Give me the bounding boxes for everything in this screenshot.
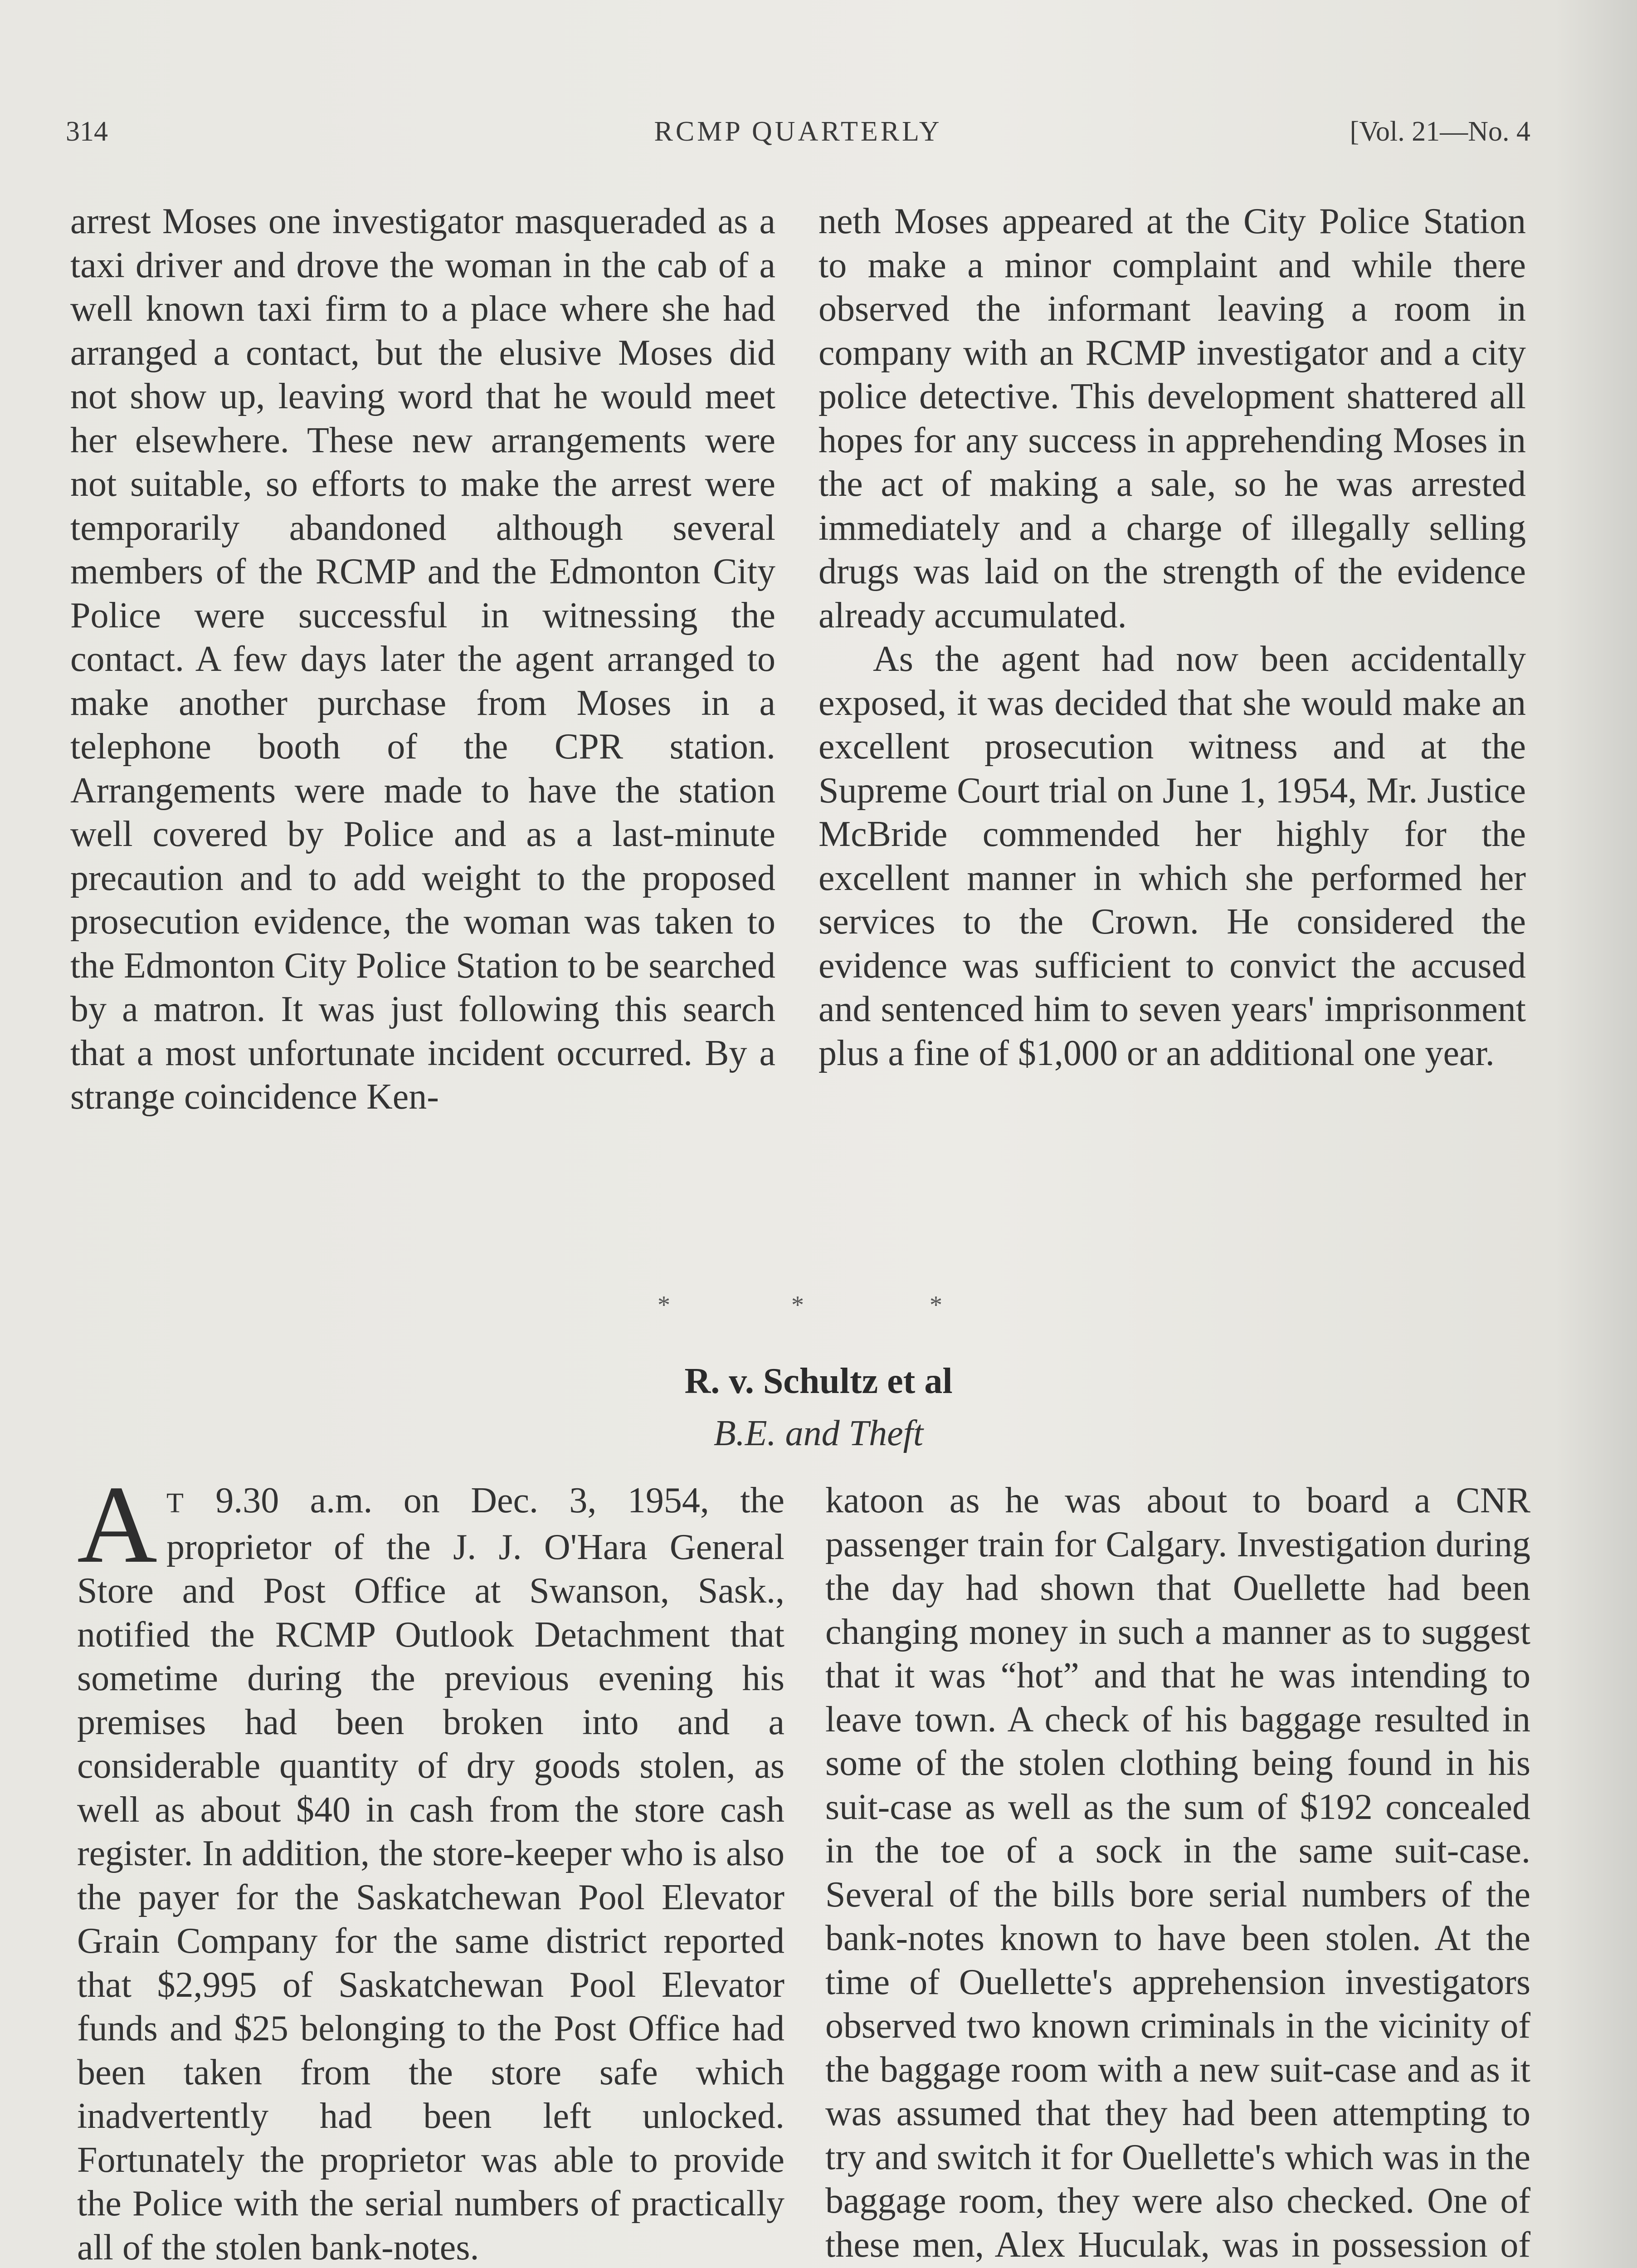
article-title: R. v. Schultz et al — [684, 1361, 953, 1401]
article-subtitle: B.E. and Theft — [713, 1413, 924, 1453]
journal-title: RCMP QUARTERLY — [654, 116, 942, 147]
separator-star: * — [930, 1291, 942, 1319]
volume-issue: [Vol. 21—No. 4 — [1350, 116, 1530, 147]
article1-right-column — [818, 200, 1526, 1075]
paragraph: katoon as he was about to board a CNR passenger train for Calgary. Investigation during the day had shown that Ouellette had been changing money in such a manner as to suggest that it was “hot” and that he was intending to leave town. A check of his baggage resulted in some of the stolen clothing being found in his suit-case as well as the sum of $192 concealed in the toe of a sock in the same suit-case. Several of the bills bore serial numbers of the bank-notes known to have been stolen. At the time of Ouellette's apprehension investigators observed two known criminals in the vicinity of the baggage room with a new suit-case and as it was assumed that they had been attempting to try and switch it for Ouellette's which was in the baggage room, they were also checked. One of these men, Alex Huculak, was in possession of — [825, 1481, 1530, 2265]
section-separator — [590, 1290, 998, 1327]
article1-left-column — [70, 200, 775, 1119]
article2-left-column — [77, 1463, 784, 2268]
paragraph-text: 9.30 a.m. on Dec. 3, 1954, the proprietor of the J. J. O'Hara General Store and Post Office at Swanson, Sask., notified the RCMP Outlook Detachment that sometime during the previous evening his premises had been broken into and a considerable quantity of dry goods stolen, as well as about $40 in cash from the store cash register. In addition, the store-keeper who is also the payer for the Saskatchewan Pool Elevator Grain Company for the same district reported that $2,995 of Saskatchewan Pool Elevator funds and $25 belonging to the Post Office had been taken from the store safe which inadvertently had been left unlocked. Fortunately the proprietor was able to provide the Police with the serial numbers of practically all of the stolen bank-notes. — [77, 1481, 784, 2268]
opening-small-caps: T — [166, 1488, 185, 1519]
running-header — [66, 116, 1530, 152]
paragraph: neth Moses appeared at the City Police Station to make a minor complaint and while there observed the informant leaving a room in company with an RCMP investigator and a city police detective. This development shattered all hopes for any success in apprehending Moses in the act of making a sale, so he was arrested immediately and a charge of illegally selling drugs was laid on the strength of the evidence already accumulated. — [818, 201, 1526, 635]
separator-star: * — [658, 1291, 670, 1319]
paragraph: As the agent had now been accidentally exposed, it was decided that she would make an excellent prosecution witness and at the Supreme Court trial on June 1, 1954, Mr. Justice McBride commended her highly for the excellent manner in which she performed her services to the Crown. He considered the evidence was sufficient to convict the accused and sentenced him to seven years' imprisonment plus a fine of $1,000 or an additional one year. — [818, 639, 1526, 1073]
separator-star: * — [791, 1291, 804, 1319]
paragraph — [77, 1463, 784, 2268]
page-number: 314 — [66, 116, 108, 147]
drop-cap: A — [77, 1463, 157, 1586]
article2-right-column — [825, 1479, 1530, 2268]
paragraph: arrest Moses one investigator masqueraded as a taxi driver and drove the woman in the cab of a well known taxi firm to a place where she had arranged a contact, but the elusive Moses did not show up, leaving word that he would meet her elsewhere. These new arrangements were not suitable, so efforts to make the arrest were temporarily abandoned although several members of the RCMP and the Edmonton City Police were successful in witnessing the contact. A few days later the agent arranged to make another purchase from Moses in a telephone booth of the CPR station. Arrangements were made to have the station well covered by Police and as a last-minute precaution and to add weight to the proposed prosecution evidence, the woman was taken to the Edmonton City Police Station to be searched by a matron. It was just following this search that a most unfortunate incident occurred. By a strange coincidence Ken- — [70, 201, 775, 1117]
